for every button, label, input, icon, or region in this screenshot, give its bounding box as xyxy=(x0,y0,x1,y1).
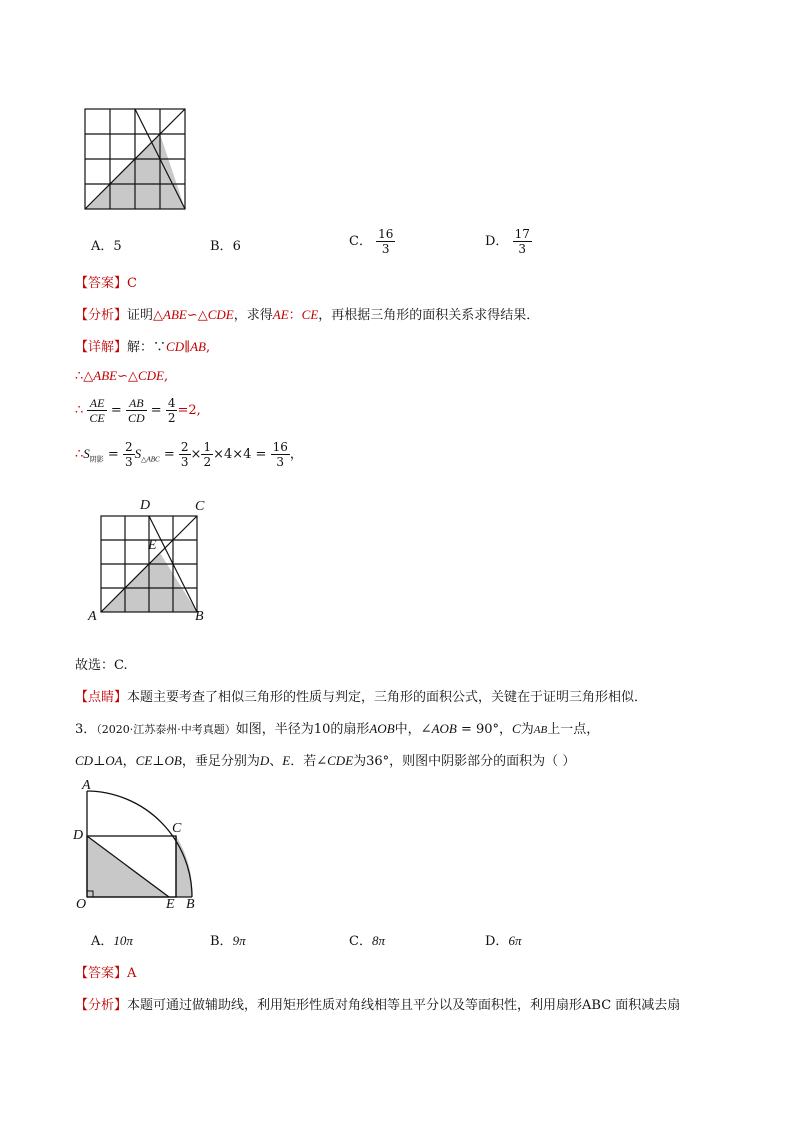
q3-text: ⊥ xyxy=(93,754,106,769)
label-e: E xyxy=(166,897,175,912)
option-c-value: 8π xyxy=(371,933,385,948)
q3-number: 3． xyxy=(75,722,97,737)
q3-text: 为36°，则图中阴影部分的面积为（ ） xyxy=(353,754,576,769)
q3-text: 如图，半径为 xyxy=(235,722,314,737)
fraction-16-3: $\frac{16}{3}$ xyxy=(272,440,288,469)
detail-line-4 xyxy=(75,440,303,469)
option-d-letter: D． xyxy=(485,934,509,949)
q3-text: AOB xyxy=(431,721,457,736)
equals-sign: = xyxy=(163,447,175,462)
times-sign: × xyxy=(190,447,202,462)
analysis-text: 本题可通过做辅助线，利用矩形性质对角线相等且平分以及等面积性，利用扇形ABC 面积减去扇 xyxy=(127,998,681,1013)
q3-text: CD xyxy=(75,753,94,768)
q3-text: ⊥ xyxy=(152,754,165,769)
q3-answer-line xyxy=(75,962,136,981)
option-c xyxy=(349,227,395,256)
option-c-letter: C． xyxy=(349,934,372,949)
option-c-letter: C． xyxy=(349,234,372,249)
q3-line-2 xyxy=(75,750,575,769)
q3-text: CE xyxy=(135,753,153,768)
q3-text: OA xyxy=(105,753,123,768)
fraction-ab-cd: $\frac{AB}{CD}$ xyxy=(127,396,145,425)
equals-sign: = xyxy=(110,403,122,418)
answer-value: C xyxy=(127,276,137,291)
analysis-text: CDE xyxy=(207,307,234,322)
choose-line: 故选：C. xyxy=(75,658,128,673)
detail-text: ×4×4 = xyxy=(213,447,267,462)
analysis-text: △ xyxy=(153,308,164,323)
equals-sign: = xyxy=(107,447,119,462)
comment-tag: 【点睛】 xyxy=(75,690,128,705)
detail-line-1 xyxy=(75,336,210,355)
detail-text: , xyxy=(206,340,211,355)
analysis-text: CE xyxy=(301,307,319,322)
detail-line-2 xyxy=(75,368,168,384)
q3-text: 10 xyxy=(313,722,331,737)
option-b-value: 9π xyxy=(232,933,246,948)
q3-text: CDE xyxy=(327,753,354,768)
answer-tag: 【答案】 xyxy=(75,966,128,981)
label-c: C xyxy=(172,821,182,836)
q3-text: ∠ xyxy=(420,722,432,737)
label-a: A xyxy=(88,609,97,624)
detail-text: CDE xyxy=(138,368,164,383)
detail-text: =2, xyxy=(177,403,201,418)
label-e: E xyxy=(148,538,157,553)
option-b-letter: B． xyxy=(210,934,233,949)
option-d-value: 6π xyxy=(508,933,522,948)
analysis-tag: 【分析】 xyxy=(75,998,128,1013)
label-a: A xyxy=(82,778,91,793)
analysis-text: ABE xyxy=(163,307,187,322)
option-a-value: 5 xyxy=(113,239,122,254)
option-d-letter: D． xyxy=(485,234,509,249)
detail-text: CD xyxy=(166,339,185,354)
q3-text: C xyxy=(512,721,521,736)
analysis-text: ： xyxy=(288,308,302,323)
option-d xyxy=(485,930,521,949)
detail-text: 解：∵ xyxy=(127,340,167,355)
option-b-letter: B． xyxy=(210,239,233,254)
q3-analysis-line xyxy=(75,994,680,1013)
label-d: D xyxy=(140,498,151,513)
option-b xyxy=(210,235,241,254)
comment-text: 本题主要考查了相似三角形的性质与判定，三角形的面积公式，关键在于证明三角形相似． xyxy=(127,690,648,705)
detail-text: , xyxy=(164,369,169,384)
q3-text: 上一点， xyxy=(547,722,600,737)
option-a-value: 10π xyxy=(113,933,133,948)
option-a-letter: A． xyxy=(91,934,114,949)
detail-text: ∴ xyxy=(75,447,84,462)
analysis-text: 证明 xyxy=(127,308,154,323)
detail-text: ∴ xyxy=(75,403,84,418)
q3-text: 、 xyxy=(269,754,283,769)
detail-subscript: 阴影 xyxy=(89,455,104,464)
label-b: B xyxy=(186,897,195,912)
answer-line xyxy=(75,272,137,291)
q3-source: （2020·江苏泰州·中考真题） xyxy=(96,723,236,736)
fraction-2-3: $\frac{2}{3}$ xyxy=(124,440,133,469)
q3-text: ．若∠ xyxy=(290,754,328,769)
q3-text: OB xyxy=(164,753,182,768)
option-a-letter: A． xyxy=(91,239,114,254)
fraction-4-2: $\frac{4}{2}$ xyxy=(167,396,176,425)
q3-text: = 90°， xyxy=(456,722,513,737)
detail-subscript: △ABC xyxy=(141,455,160,464)
q3-text: ， xyxy=(122,754,136,769)
sector-figure xyxy=(86,790,196,900)
q3-text: AOB xyxy=(369,721,395,736)
fraction-ae-ce: $\frac{AE}{CE}$ xyxy=(89,396,105,425)
option-c-fraction: $\frac{16}{3}$ xyxy=(378,227,394,256)
label-b: B xyxy=(195,609,204,624)
q3-line-1 xyxy=(75,718,599,737)
q3-text: 中， xyxy=(394,722,421,737)
fraction-2-3b: $\frac{2}{3}$ xyxy=(180,440,189,469)
label-d: D xyxy=(73,828,84,843)
option-d-fraction: $\frac{17}{3}$ xyxy=(514,227,530,256)
label-c: C xyxy=(195,499,205,514)
analysis-text: ，再根据三角形的面积关系求得结果． xyxy=(318,308,540,323)
answer-tag: 【答案】 xyxy=(75,276,128,291)
detail-text: ABE xyxy=(93,368,118,383)
detail-text: ， xyxy=(289,447,303,462)
option-b-value: 6 xyxy=(232,239,241,254)
label-o: O xyxy=(76,897,87,912)
detail-text: ∴△ xyxy=(75,369,94,384)
detail-text: AB xyxy=(190,339,206,354)
answer-value: A xyxy=(127,966,137,981)
detail-text: S xyxy=(83,446,90,461)
option-c xyxy=(349,930,385,949)
detail-text: ∽△ xyxy=(117,369,138,384)
option-a xyxy=(91,930,133,949)
detail-line-3 xyxy=(75,396,201,425)
analysis-line xyxy=(75,304,539,323)
grid-figure-top xyxy=(84,108,186,210)
option-a xyxy=(91,235,122,254)
option-d xyxy=(485,227,532,256)
detail-text: S xyxy=(134,446,142,461)
q3-text: D xyxy=(259,753,270,768)
analysis-text: AE xyxy=(272,307,289,322)
detail-text: ∥ xyxy=(184,340,191,355)
q3-text: E xyxy=(282,753,291,768)
q3-text: 的扇形 xyxy=(330,722,370,737)
option-b xyxy=(210,930,246,949)
arc-ab: AB xyxy=(533,724,548,736)
fraction-1-2: $\frac{1}{2}$ xyxy=(203,440,212,469)
equals-sign: = xyxy=(150,403,162,418)
analysis-text: ，求得 xyxy=(233,308,273,323)
comment-line xyxy=(75,686,647,705)
analysis-text: ∽△ xyxy=(186,308,208,323)
grid-figure-labeled xyxy=(100,515,198,613)
q3-text: 为 xyxy=(520,722,534,737)
analysis-tag: 【分析】 xyxy=(75,308,128,323)
q3-text: ，垂足分别为 xyxy=(181,754,260,769)
detail-tag: 【详解】 xyxy=(75,340,128,355)
